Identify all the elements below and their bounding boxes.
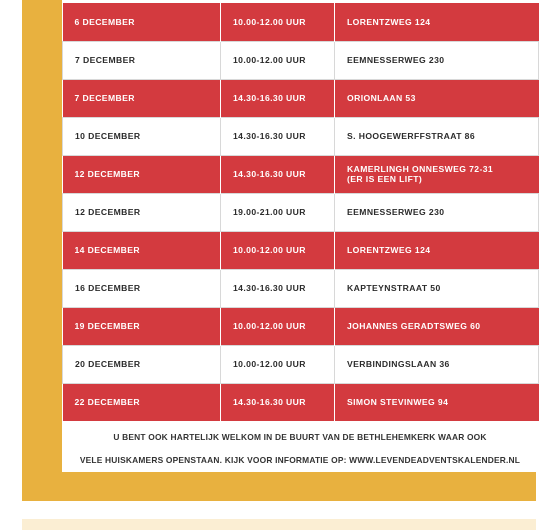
schedule-card [62, 0, 538, 472]
date-cell: 7 DECEMBER [63, 41, 221, 79]
date-cell: 6 DECEMBER [63, 3, 221, 41]
time-cell: 10.00-12.00 UUR [221, 345, 335, 383]
address-cell: KAPTEYNSTRAAT 50 [335, 269, 539, 307]
time-cell: 14.30-16.30 UUR [221, 269, 335, 307]
address-note: (ER IS EEN LIFT) [347, 174, 423, 184]
footer-line-2-text: VELE HUISKAMERS OPENSTAAN. KIJK VOOR INFORMATIE OP: [79, 455, 350, 465]
table-row [63, 3, 539, 41]
time-cell: 19.00-21.00 UUR [221, 193, 335, 231]
time-cell: 14.30-16.30 UUR [221, 117, 335, 155]
address-cell: EEMNESSERWEG 230 [335, 193, 539, 231]
address-cell: VERBINDINGSLAAN 36 [335, 345, 539, 383]
address-cell: ORIONLAAN 53 [335, 79, 539, 117]
address-cell: JOHANNES GERADTSWEG 60 [335, 307, 539, 345]
footer-line-2 [62, 449, 538, 472]
gold-frame [22, 0, 536, 501]
address-cell: S. HOOGEWERFFSTRAAT 86 [335, 117, 539, 155]
time-cell: 14.30-16.30 UUR [221, 155, 335, 193]
time-cell: 10.00-12.00 UUR [221, 3, 335, 41]
time-cell: 14.30-16.30 UUR [221, 383, 335, 421]
time-cell: 10.00-12.00 UUR [221, 307, 335, 345]
address-cell: LORENTZWEG 124 [335, 3, 539, 41]
address-cell [335, 155, 539, 193]
address-line: KAMERLINGH ONNESWEG 72-31 [347, 164, 494, 174]
table-row [63, 155, 539, 193]
table-row [63, 269, 539, 307]
date-cell: 12 DECEMBER [63, 193, 221, 231]
date-cell: 20 DECEMBER [63, 345, 221, 383]
table-row [63, 117, 539, 155]
address-cell: SIMON STEVINWEG 94 [335, 383, 539, 421]
table-row [63, 345, 539, 383]
schedule-table [62, 3, 539, 421]
table-row [63, 79, 539, 117]
date-cell: 16 DECEMBER [63, 269, 221, 307]
table-row [63, 307, 539, 345]
bottom-strip [22, 519, 536, 530]
date-cell: 12 DECEMBER [63, 155, 221, 193]
time-cell: 10.00-12.00 UUR [221, 231, 335, 269]
footer-note [62, 426, 538, 472]
date-cell: 19 DECEMBER [63, 307, 221, 345]
footer-line-1: U BENT OOK HARTELIJK WELKOM IN DE BUURT VAN DE BETHLEHEMKERK WAAR OOK [113, 432, 487, 442]
table-row [63, 383, 539, 421]
time-cell: 14.30-16.30 UUR [221, 79, 335, 117]
table-row [63, 231, 539, 269]
table-row [63, 41, 539, 79]
date-cell: 14 DECEMBER [63, 231, 221, 269]
website-link[interactable]: WWW.LEVENDEADVENTSKALENDER.NL [349, 455, 521, 465]
date-cell: 7 DECEMBER [63, 79, 221, 117]
date-cell: 22 DECEMBER [63, 383, 221, 421]
date-cell: 10 DECEMBER [63, 117, 221, 155]
time-cell: 10.00-12.00 UUR [221, 41, 335, 79]
address-cell: EEMNESSERWEG 230 [335, 41, 539, 79]
table-row [63, 193, 539, 231]
address-cell: LORENTZWEG 124 [335, 231, 539, 269]
